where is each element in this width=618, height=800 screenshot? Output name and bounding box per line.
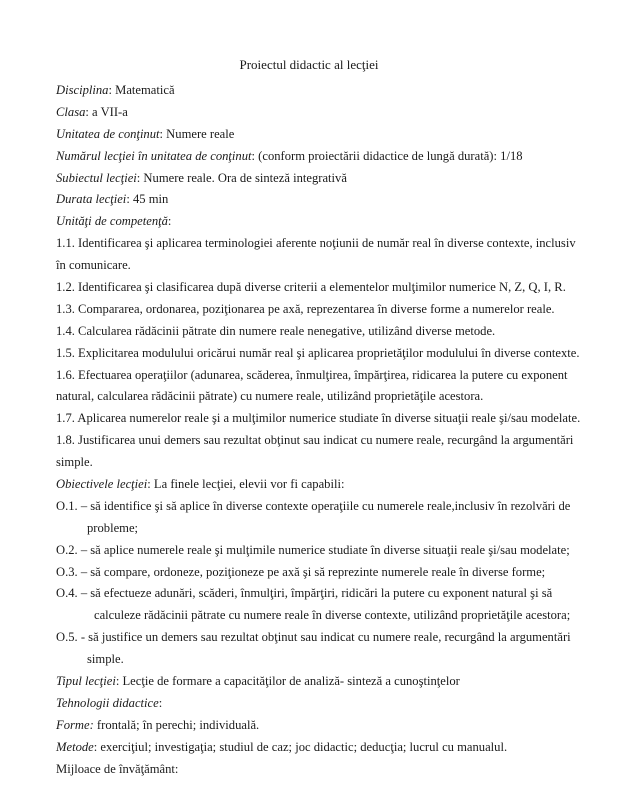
field-durata <box>56 189 576 211</box>
field-disciplina <box>56 80 576 102</box>
field-label: Disciplina <box>56 83 109 97</box>
obiectiv-line: probleme; <box>87 520 139 535</box>
obiectiv-line: O.5. - să justifice un demers sau rezultat obţinut sau indicat cu numere reale, recurgând la argumentări <box>56 630 571 645</box>
competenta-line: 1.5. Explicitarea modulului oricărui număr real şi aplicarea proprietăţilor modulului în diverse contexte. <box>56 345 580 360</box>
field-label: Forme: <box>56 717 94 732</box>
field-label: Metode <box>56 739 94 754</box>
competenta-line: 1.2. Identificarea şi clasificarea după diverse criterii a elementelor mulţimilor numerice N, Z, Q, I, R. <box>56 280 566 295</box>
field-value: : a VII-a <box>85 104 128 119</box>
obiective-header <box>56 474 576 496</box>
competenta-line: 1.4. Calcularea rădăcinii pătrate din numere reale nenegative, utilizând diverse metode. <box>56 323 496 338</box>
document-title: Proiectul didactic al lecţiei <box>239 57 379 72</box>
field-clasa <box>56 102 576 124</box>
field-value: : exerciţiul; investigaţia; studiul de caz; joc didactic; deducţia; lucrul cu manualul. <box>93 739 508 754</box>
competenta-line: simple. <box>56 455 93 470</box>
field-value: : Numere reale <box>159 126 235 141</box>
field-value: frontală; în perechi; individuală. <box>93 717 260 732</box>
field-value: : <box>158 695 163 710</box>
field-label: Unitatea de conţinut <box>56 126 160 141</box>
obiectiv-line: simple. <box>87 652 124 667</box>
field-forme <box>56 715 576 737</box>
field-unitatea <box>56 124 576 146</box>
competenta-line: 1.8. Justificarea unui demers sau rezultat obţinut sau indicat cu numere reale, recurgând la argumentări <box>56 433 574 448</box>
competenta-line: 1.1. Identificarea şi aplicarea terminologiei aferente noţiunii de număr real în diverse contexte, inclusiv <box>56 236 576 251</box>
field-value: : Matematică <box>108 83 175 97</box>
field-mijloace: Mijloace de învăţământ: <box>56 761 179 776</box>
field-value: : <box>167 214 172 229</box>
competenta-line: natural, calcularea rădăcinii pătrate) cu numere reale, utilizând proprietăţile acestora. <box>56 389 484 404</box>
field-value: : Lecţie de formare a capacităţilor de analiză- sinteză a cunoştinţelor <box>115 674 460 689</box>
field-label: Tehnologii didactice <box>56 695 159 710</box>
field-value: : 45 min <box>126 192 169 207</box>
competenta-line: 1.3. Compararea, ordonarea, poziţionarea pe axă, reprezentarea în diverse forme a numerelor reale. <box>56 301 555 316</box>
field-tehnologii <box>56 693 576 715</box>
field-label: Clasa <box>56 104 86 119</box>
field-label: Tipul lecţiei <box>56 674 116 689</box>
competenta-line: 1.7. Aplicarea numerelor reale şi a mulţimilor numerice studiate în diverse situaţii reale şi/sau modelate. <box>56 411 581 426</box>
field-label: Obiectivele lecţiei <box>56 477 148 492</box>
obiectiv-line: O.4. – să efectueze adunări, scăderi, înmulţiri, împărţiri, ridicări la putere cu exponent natural şi să <box>56 586 553 601</box>
field-tipul <box>56 671 576 693</box>
obiectiv-line: calculeze rădăcinii pătrate cu numere reale în diverse contexte, utilizând proprietăţile acestora; <box>94 608 571 623</box>
field-value: : (conform proiectării didactice de lungă durată): 1/18 <box>251 148 523 163</box>
obiectiv-line: O.2. – să aplice numerele reale şi mulţimile numerice studiate în diverse situaţii reale şi/sau modelate; <box>56 542 570 557</box>
field-label: Durata lecţiei <box>56 192 127 207</box>
field-unitati <box>56 211 576 233</box>
field-label: Unităţi de competenţă <box>56 214 168 229</box>
obiectiv-line: O.3. – să compare, ordoneze, poziţioneze pe axă şi să reprezinte numerele reale în diverse forme; <box>56 564 546 579</box>
competenta-line: 1.6. Efectuarea operaţiilor (adunarea, scăderea, înmulţirea, împărţirea, ridicarea la putere cu exponent <box>56 367 568 382</box>
obiectiv-line: O.1. – să identifice şi să aplice în diverse contexte operaţiile cu numerele reale,inclusiv în rezolvări de <box>56 498 571 513</box>
document-body <box>56 80 581 781</box>
field-subiectul <box>56 168 576 190</box>
field-label: Numărul lecţiei în unitatea de conţinut <box>56 148 252 163</box>
field-value: : La finele lecţiei, elevii vor fi capabili: <box>147 477 345 492</box>
competenta-line: în comunicare. <box>56 258 131 273</box>
field-metode <box>56 737 576 759</box>
field-value: : Numere reale. Ora de sinteză integrativă <box>136 170 347 185</box>
field-label: Subiectul lecţiei <box>56 170 137 185</box>
field-numarul <box>56 146 576 168</box>
